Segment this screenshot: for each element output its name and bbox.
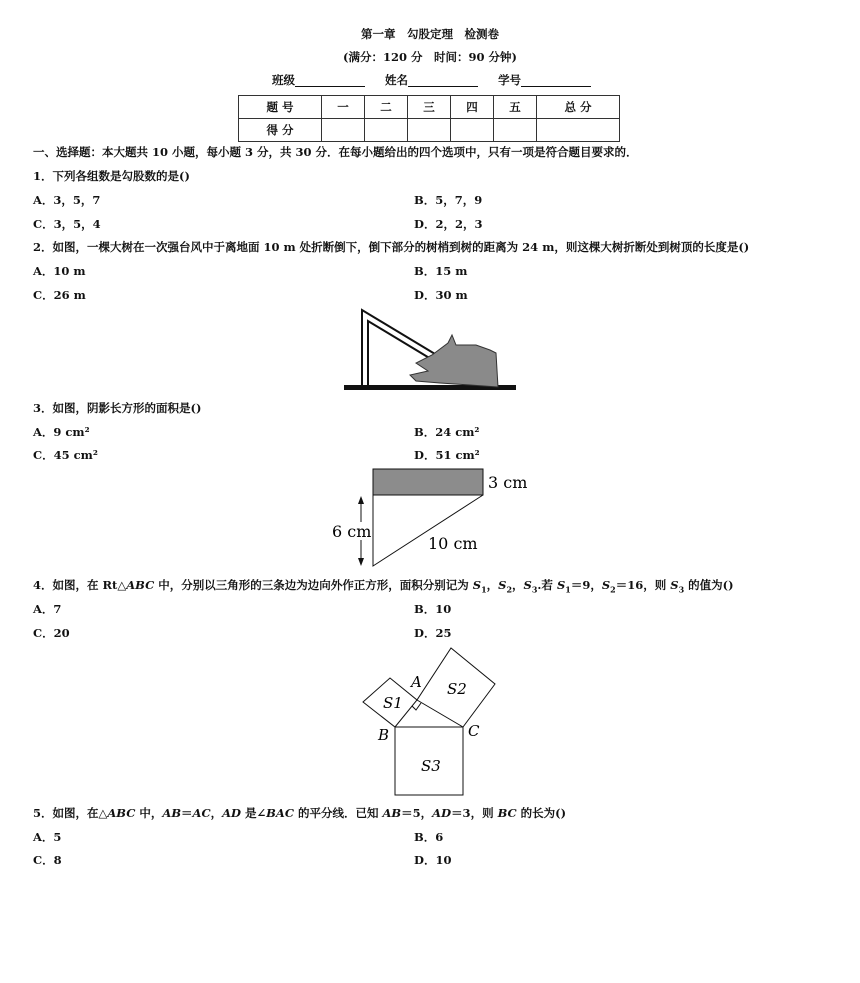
question-1-stem: 1．下列各组数是勾股数的是() bbox=[33, 169, 190, 183]
question-4-option-c[interactable]: C．20 bbox=[33, 626, 70, 640]
question-1-option-d[interactable]: D．2，2，3 bbox=[414, 217, 483, 231]
name-field[interactable] bbox=[408, 75, 478, 87]
vertex-a-label: A bbox=[411, 673, 422, 691]
question-5-option-a[interactable]: A．5 bbox=[33, 830, 62, 844]
question-3-option-c[interactable]: C．45 cm² bbox=[33, 448, 98, 462]
question-4-option-b[interactable]: B．10 bbox=[414, 602, 452, 616]
region-s3-label: S3 bbox=[421, 757, 441, 775]
label-10cm: 10 cm bbox=[428, 534, 478, 553]
score-table-cell: 总 分 bbox=[537, 96, 620, 119]
broken-tree-figure bbox=[340, 305, 520, 397]
question-3-stem: 3．如图，阴影长方形的面积是() bbox=[33, 401, 202, 415]
score-table-cell: 得 分 bbox=[239, 119, 322, 142]
score-table-cell: 三 bbox=[408, 96, 451, 119]
score-input-cell[interactable] bbox=[322, 119, 365, 142]
question-2-stem: 2．如图，一棵大树在一次强台风中于离地面 10 m 处折断倒下，倒下部分的树梢到树的距离为 24 m，则这棵大树折断处到树顶的长度是() bbox=[33, 240, 750, 254]
question-3-option-b[interactable]: B．24 cm² bbox=[414, 425, 480, 439]
right-triangle bbox=[373, 495, 483, 566]
score-input-cell[interactable] bbox=[408, 119, 451, 142]
name-label: 姓名 bbox=[385, 73, 409, 87]
fallen-treetop bbox=[410, 335, 498, 387]
student-id-field[interactable] bbox=[521, 75, 591, 87]
class-label: 班级 bbox=[272, 73, 295, 87]
arrow-up-icon bbox=[358, 496, 364, 504]
score-table-cell: 四 bbox=[451, 96, 494, 119]
question-2-option-d[interactable]: D．30 m bbox=[414, 288, 468, 302]
vertex-c-label: C bbox=[468, 722, 480, 740]
region-s2-label: S2 bbox=[447, 680, 467, 698]
question-4-option-d[interactable]: D．25 bbox=[414, 626, 452, 640]
score-table-score-row bbox=[239, 119, 620, 142]
section-heading: 一、选择题：本大题共 10 小题，每小题 3 分，共 30 分．在每小题给出的四个选项中，只有一项是符合题目要求的． bbox=[33, 145, 638, 159]
score-table-cell: 二 bbox=[365, 96, 408, 119]
paper-title: 第一章 勾股定理 检测卷 bbox=[361, 27, 499, 41]
region-s1-label: S1 bbox=[383, 694, 403, 712]
question-1-option-b[interactable]: B．5，7，9 bbox=[414, 193, 483, 207]
question-5-stem: 5．如图，在△ABC 中，AB＝AC，AD 是∠BAC 的平分线．已知 AB＝5，AD＝3，则 BC 的长为() bbox=[33, 806, 567, 820]
score-input-cell[interactable] bbox=[365, 119, 408, 142]
score-input-cell[interactable] bbox=[537, 119, 620, 142]
score-table bbox=[238, 95, 620, 142]
score-table-cell: 题 号 bbox=[239, 96, 322, 119]
question-5-option-d[interactable]: D．10 bbox=[414, 853, 452, 867]
vertex-b-label: B bbox=[378, 726, 390, 744]
question-1-option-c[interactable]: C．3，5，4 bbox=[33, 217, 101, 231]
question-5-option-c[interactable]: C．8 bbox=[33, 853, 62, 867]
question-4-stem: 4．如图，在 Rt△ABC 中，分别以三角形的三条边为边向外作正方形，面积分别记为 $S_1$，$S_2$，$S_3$.若 $S_1=9$，$S_2=16$，则 $S_3$ 的值为() bbox=[33, 578, 734, 595]
shaded-rectangle bbox=[373, 469, 483, 495]
question-2-option-b[interactable]: B．15 m bbox=[414, 264, 468, 278]
score-table-cell: 五 bbox=[494, 96, 537, 119]
question-3-option-d[interactable]: D．51 cm² bbox=[414, 448, 480, 462]
question-2-option-c[interactable]: C．26 m bbox=[33, 288, 86, 302]
label-6cm: 6 cm bbox=[332, 522, 372, 541]
score-input-cell[interactable] bbox=[451, 119, 494, 142]
student-info-line bbox=[272, 73, 591, 87]
question-2-option-a[interactable]: A．10 m bbox=[33, 264, 86, 278]
score-input-cell[interactable] bbox=[494, 119, 537, 142]
arrow-down-icon bbox=[358, 558, 364, 566]
label-3cm: 3 cm bbox=[488, 473, 528, 492]
pythagorean-squares-figure bbox=[355, 644, 505, 800]
question-1-option-a[interactable]: A．3，5，7 bbox=[33, 193, 101, 207]
shaded-rectangle-figure bbox=[328, 466, 528, 572]
question-4-option-a[interactable]: A．7 bbox=[33, 602, 62, 616]
score-table-cell: 一 bbox=[322, 96, 365, 119]
question-5-option-b[interactable]: B．6 bbox=[414, 830, 444, 844]
paper-subtitle: (满分：120 分 时间：90 分钟) bbox=[343, 50, 517, 64]
class-field[interactable] bbox=[295, 75, 365, 87]
score-table-header-row bbox=[239, 96, 620, 119]
question-3-option-a[interactable]: A．9 cm² bbox=[33, 425, 90, 439]
student-id-label: 学号 bbox=[498, 73, 522, 87]
